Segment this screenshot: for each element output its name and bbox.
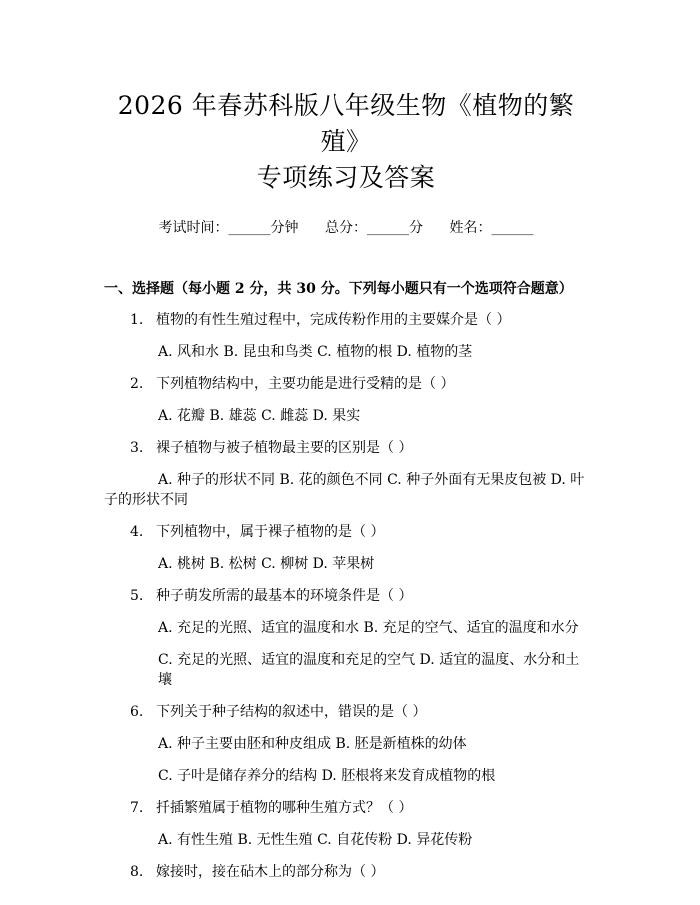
question-number: 4. [130,524,144,540]
question-text: 植物的有性生殖过程中，完成传粉作用的主要媒介是（ ） [156,312,511,328]
question-stem [104,862,588,882]
question-5 [104,586,588,690]
exam-info-line [104,218,588,238]
total-score-field [325,218,423,238]
question-options: A. 种子的形状不同 B. 花的颜色不同 C. 种子外面有无果皮包被 D. 叶子的形状不同 [104,472,585,508]
exam-time-field [159,218,299,238]
question-number: 6. [130,704,144,720]
total-score-blank: ______ [367,220,409,236]
question-options: A. 充足的光照、适宜的温度和水 B. 充足的空气、适宜的温度和水分 [158,620,579,636]
question-2 [104,374,588,426]
question-number: 3. [130,440,144,456]
document-title [104,0,588,196]
student-name-field [449,218,533,238]
student-name-blank: ______ [491,220,534,236]
question-number: 8. [130,864,144,880]
total-score-unit: 分 [409,220,423,236]
question-stem [104,310,588,330]
question-stem [104,522,588,542]
question-options: A. 花瓣 B. 雄蕊 C. 雌蕊 D. 果实 [158,408,361,424]
question-stem [104,702,588,722]
question-6 [104,702,588,786]
exam-time-blank: ______ [228,220,271,236]
question-options: A. 风和水 B. 昆虫和鸟类 C. 植物的根 D. 植物的茎 [158,344,473,360]
question-3 [104,438,588,510]
student-name-label: 姓名： [449,220,492,236]
question-number: 1. [130,312,144,328]
question-text: 扦插繁殖属于植物的哪种生殖方式？（ ） [156,800,413,816]
question-text: 种子萌发所需的最基本的环境条件是（ ） [156,588,413,604]
section-heading-choice: 一、选择题（每小题 2 分，共 30 分。下列每小题只有一个选项符合题意） [104,281,573,297]
title-line-1: 2026 年春苏科版八年级生物《植物的繁殖》 [117,91,575,156]
question-text: 下列植物结构中，主要功能是进行受精的是（ ） [156,376,455,392]
question-4 [104,522,588,574]
question-stem [104,586,588,606]
total-score-label: 总分： [325,220,367,236]
question-stem [104,798,588,818]
question-options: A. 桃树 B. 松树 C. 柳树 D. 苹果树 [158,556,375,572]
question-options: C. 子叶是储存养分的结构 D. 胚根将来发育成植物的根 [158,768,496,784]
question-number: 7. [130,800,144,816]
question-options: C. 充足的光照、适宜的温度和充足的空气 D. 适宜的温度、水分和土壤 [158,652,580,688]
question-options: A. 种子主要由胚和种皮组成 B. 胚是新植株的幼体 [158,736,467,752]
question-stem [104,438,588,458]
question-options: A. 有性生殖 B. 无性生殖 C. 自花传粉 D. 异花传粉 [158,832,473,848]
question-stem [104,374,588,394]
question-8 [104,862,588,882]
question-text: 下列植物中，属于裸子植物的是（ ） [156,524,385,540]
question-7 [104,798,588,850]
question-number: 2. [130,376,144,392]
title-line-2: 专项练习及答案 [256,163,436,192]
exam-time-label: 考试时间： [158,220,229,236]
question-number: 5. [130,588,144,604]
exam-time-unit: 分钟 [270,220,299,236]
question-1 [104,310,588,362]
question-list [104,310,588,882]
question-text: 嫁接时，接在砧木上的部分称为（ ） [156,864,385,880]
question-text: 裸子植物与被子植物最主要的区别是（ ） [156,440,413,456]
question-text: 下列关于种子结构的叙述中，错误的是（ ） [156,704,427,720]
